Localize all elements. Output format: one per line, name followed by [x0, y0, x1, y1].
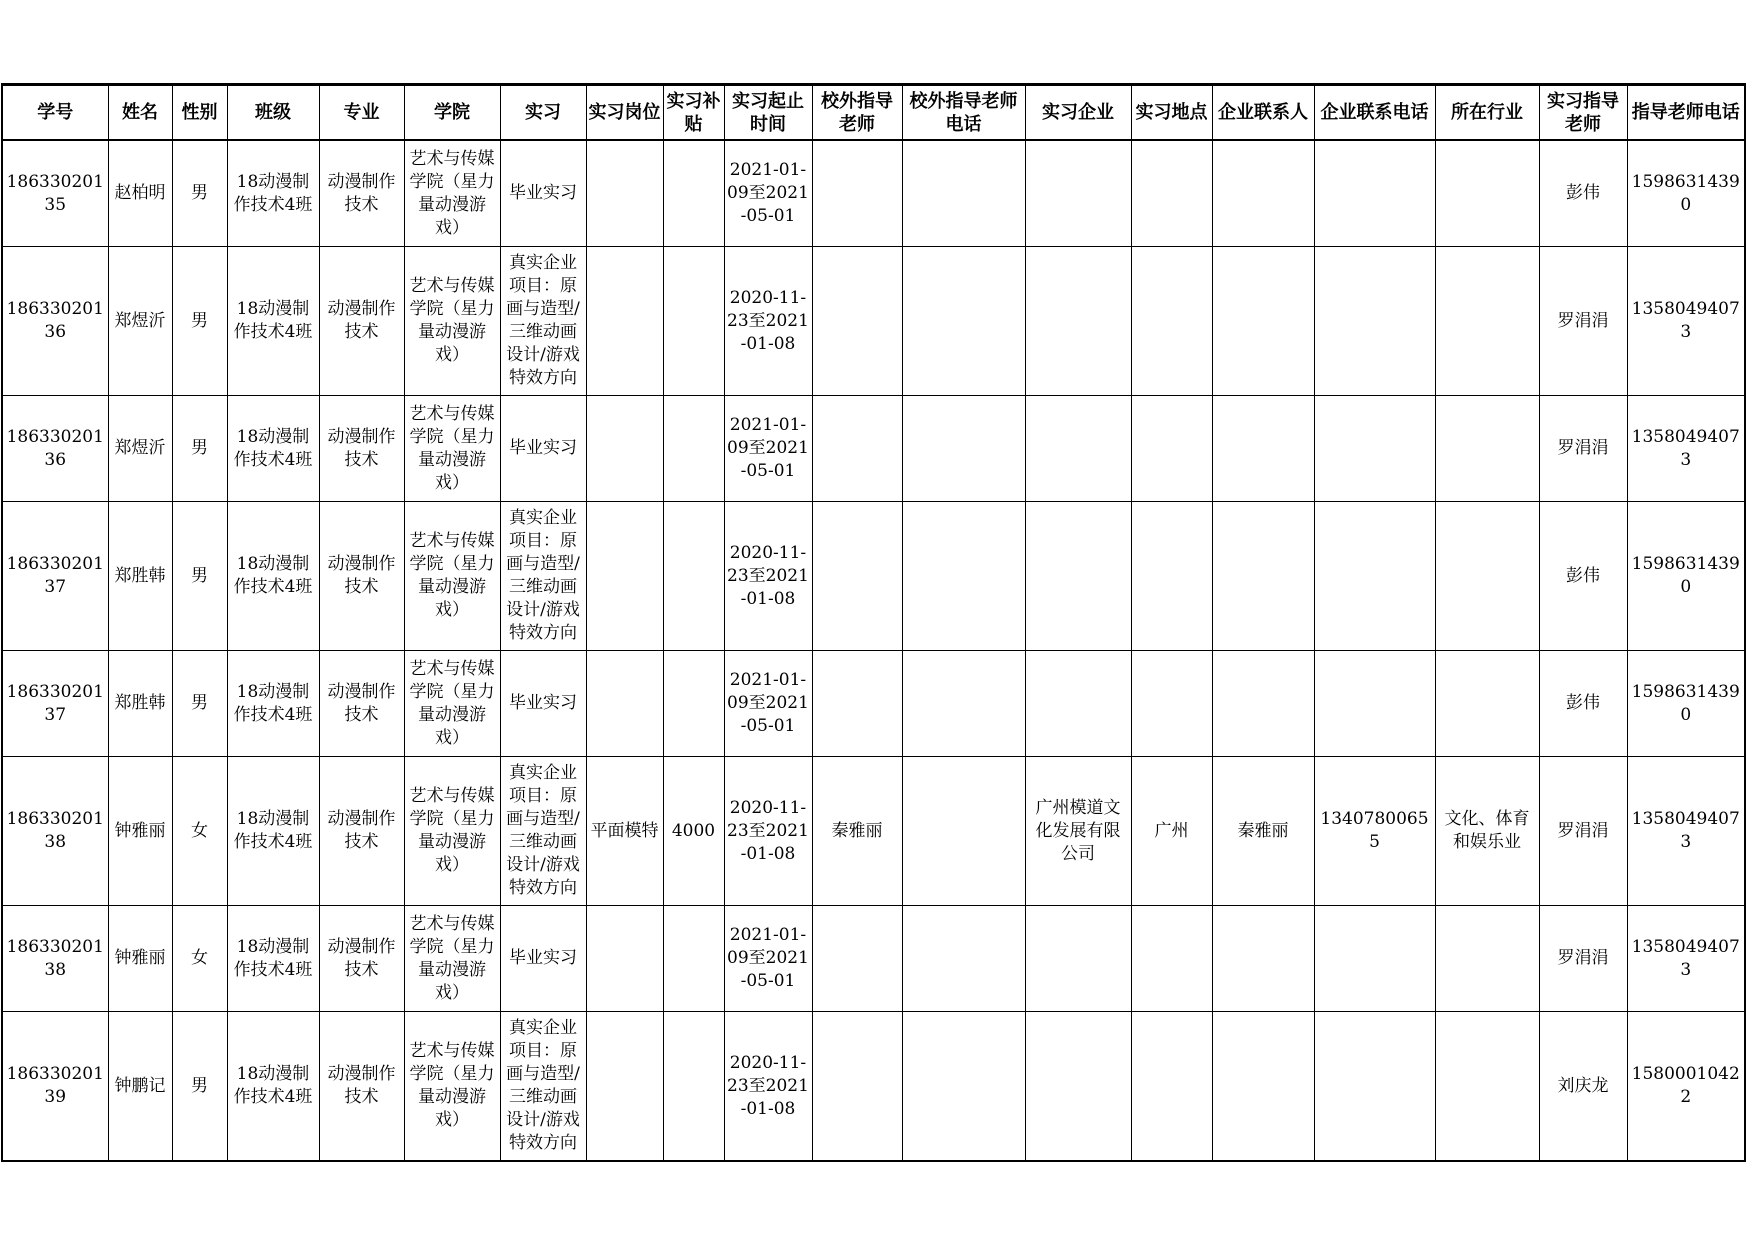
table-cell	[1025, 140, 1131, 247]
cell-text: 罗涓涓	[1557, 438, 1609, 458]
column-header: 实习补贴	[663, 85, 724, 141]
table-row	[2, 906, 1745, 1012]
table-cell	[2, 757, 108, 906]
cell-text: 男	[191, 565, 208, 586]
cell-text: 2020-11-23至2021-01-08	[727, 542, 809, 609]
header-row	[2, 85, 1745, 141]
table-cell	[404, 140, 500, 247]
cell-text: 彭伟	[1566, 183, 1600, 203]
table-cell	[586, 247, 663, 396]
table-cell	[1435, 906, 1539, 1012]
table-cell	[2, 140, 108, 247]
table-cell	[404, 396, 500, 502]
table-cell	[1212, 651, 1314, 757]
cell-text: 18动漫制作技术4班	[233, 681, 313, 725]
table-cell	[319, 140, 404, 247]
table-cell	[1025, 247, 1131, 396]
table-cell	[812, 906, 902, 1012]
cell-text: 秦雅丽	[831, 820, 883, 841]
cell-text: 动漫制作技术	[327, 299, 396, 342]
cell-text: 毕业实习	[509, 438, 577, 458]
table-cell	[227, 906, 319, 1012]
cell-text: 2020-11-23至2021-01-08	[727, 287, 809, 354]
table-row	[2, 1012, 1745, 1162]
cell-text: 18633020136	[6, 426, 104, 470]
table-cell	[1435, 140, 1539, 247]
cell-text: 秦雅丽	[1237, 820, 1289, 841]
cell-text: 15986314390	[1631, 554, 1740, 597]
table-row	[2, 757, 1745, 906]
table-cell	[404, 757, 500, 906]
table-cell	[1025, 906, 1131, 1012]
cell-text: 钟雅丽	[114, 820, 166, 841]
cell-text: 18动漫制作技术4班	[233, 809, 313, 852]
cell-text: 郑煜沂	[114, 438, 166, 458]
cell-text: 13580494073	[1631, 426, 1740, 470]
table-cell	[663, 651, 724, 757]
table-cell	[1627, 906, 1745, 1012]
table-cell	[108, 906, 172, 1012]
table-cell	[404, 502, 500, 651]
table-cell	[1539, 502, 1627, 651]
cell-text: 毕业实习	[509, 183, 577, 203]
table-cell	[812, 247, 902, 396]
cell-text: 男	[191, 693, 208, 713]
cell-text: 男	[191, 438, 208, 458]
cell-text: 钟鹏记	[114, 1075, 166, 1096]
table-cell	[2, 396, 108, 502]
table-cell	[1025, 757, 1131, 906]
table-cell	[1314, 502, 1435, 651]
cell-text: 18动漫制作技术4班	[233, 1064, 313, 1107]
table-cell	[1025, 396, 1131, 502]
cell-text: 4000	[671, 820, 716, 841]
table-cell	[2, 247, 108, 396]
cell-text: 赵柏明	[114, 183, 166, 203]
table-cell	[586, 502, 663, 651]
cell-text: 动漫制作技术	[327, 426, 396, 470]
table-cell	[1539, 396, 1627, 502]
table-cell	[172, 502, 227, 651]
table-cell	[1435, 247, 1539, 396]
cell-text: 女	[191, 820, 208, 841]
table-cell	[586, 1012, 663, 1162]
table-cell	[1314, 906, 1435, 1012]
table-cell	[1212, 396, 1314, 502]
cell-text: 广州模道文化发展有限公司	[1035, 797, 1121, 864]
table-cell	[812, 651, 902, 757]
table-cell	[227, 502, 319, 651]
column-header: 实习起止时间	[724, 85, 812, 141]
table-cell	[500, 247, 586, 396]
cell-text: 男	[191, 183, 208, 203]
column-header: 实习	[500, 85, 586, 141]
cell-text: 2021-01-09至2021-05-01	[727, 415, 809, 481]
table-cell	[902, 247, 1025, 396]
table-cell	[586, 140, 663, 247]
cell-text: 平面模特	[590, 820, 659, 841]
table-cell	[500, 906, 586, 1012]
table-cell	[404, 1012, 500, 1162]
cell-text: 彭伟	[1566, 565, 1600, 586]
cell-text: 艺术与传媒学院（星力量动漫游戏）	[409, 658, 495, 748]
table-row	[2, 651, 1745, 757]
table-cell	[812, 502, 902, 651]
table-cell	[2, 1012, 108, 1162]
cell-text: 艺术与传媒学院（星力量动漫游戏）	[409, 786, 495, 875]
table-cell	[1212, 906, 1314, 1012]
table-cell	[1025, 1012, 1131, 1162]
cell-text: 动漫制作技术	[327, 171, 396, 215]
table-cell	[319, 651, 404, 757]
table-cell	[172, 757, 227, 906]
column-header: 学号	[2, 85, 108, 141]
table-row	[2, 247, 1745, 396]
table-cell	[902, 906, 1025, 1012]
table-cell	[724, 247, 812, 396]
table-cell	[812, 757, 902, 906]
table-cell	[1435, 396, 1539, 502]
table-cell	[1212, 140, 1314, 247]
table-cell	[319, 757, 404, 906]
table-cell	[319, 396, 404, 502]
table-cell	[1314, 140, 1435, 247]
table-cell	[500, 1012, 586, 1162]
cell-text: 18633020138	[6, 936, 104, 980]
table-cell	[172, 396, 227, 502]
column-header: 实习地点	[1131, 85, 1212, 141]
table-cell	[404, 906, 500, 1012]
cell-text: 15986314390	[1631, 681, 1740, 725]
cell-text: 艺术与传媒学院（星力量动漫游戏）	[409, 276, 495, 365]
table-cell	[1212, 247, 1314, 396]
cell-text: 18633020135	[6, 171, 104, 215]
column-header: 指导老师电话	[1627, 85, 1745, 141]
cell-text: 15986314390	[1631, 171, 1740, 215]
table-cell	[2, 906, 108, 1012]
column-header: 性别	[172, 85, 227, 141]
cell-text: 18动漫制作技术4班	[233, 299, 313, 342]
table-cell	[108, 1012, 172, 1162]
cell-text: 男	[191, 310, 208, 331]
cell-text: 艺术与传媒学院（星力量动漫游戏）	[409, 531, 495, 620]
table-cell	[500, 502, 586, 651]
table-cell	[1627, 140, 1745, 247]
cell-text: 2020-11-23至2021-01-08	[727, 1052, 809, 1119]
cell-text: 2021-01-09至2021-05-01	[727, 670, 809, 736]
table-cell	[108, 651, 172, 757]
table-cell	[1435, 651, 1539, 757]
cell-text: 13407800655	[1320, 809, 1429, 852]
table-cell	[319, 906, 404, 1012]
table-cell	[812, 140, 902, 247]
table-cell	[500, 140, 586, 247]
table-row	[2, 502, 1745, 651]
cell-text: 郑胜韩	[114, 693, 166, 713]
table-cell	[724, 651, 812, 757]
table-cell	[1627, 396, 1745, 502]
table-cell	[1627, 757, 1745, 906]
table-cell	[172, 651, 227, 757]
cell-text: 动漫制作技术	[327, 554, 396, 597]
internship-table	[1, 83, 1746, 1162]
table-cell	[902, 140, 1025, 247]
table-cell	[586, 906, 663, 1012]
table-cell	[2, 651, 108, 757]
table-cell	[319, 247, 404, 396]
table-cell	[500, 396, 586, 502]
cell-text: 真实企业项目：原画与造型/三维动画设计/游戏特效方向	[506, 1018, 580, 1153]
table-cell	[108, 396, 172, 502]
table-cell	[108, 502, 172, 651]
table-cell	[1435, 1012, 1539, 1162]
column-header: 实习岗位	[586, 85, 663, 141]
table-cell	[724, 757, 812, 906]
cell-text: 动漫制作技术	[327, 936, 396, 980]
cell-text: 艺术与传媒学院（星力量动漫游戏）	[409, 1041, 495, 1130]
table-cell	[1131, 140, 1212, 247]
table-cell	[1212, 757, 1314, 906]
column-header: 企业联系人	[1212, 85, 1314, 141]
table-cell	[227, 1012, 319, 1162]
table-cell	[1539, 140, 1627, 247]
table-cell	[1131, 757, 1212, 906]
table-cell	[404, 247, 500, 396]
cell-text: 真实企业项目：原画与造型/三维动画设计/游戏特效方向	[506, 508, 580, 643]
table-cell	[1435, 757, 1539, 906]
table-cell	[108, 247, 172, 396]
table-cell	[172, 140, 227, 247]
table-cell	[1025, 651, 1131, 757]
cell-text: 彭伟	[1566, 693, 1600, 713]
cell-text: 13580494073	[1631, 299, 1740, 342]
table-cell	[1131, 906, 1212, 1012]
table-cell	[1131, 396, 1212, 502]
cell-text: 18633020137	[6, 681, 104, 725]
table-cell	[108, 757, 172, 906]
table-cell	[1627, 502, 1745, 651]
column-header: 学院	[404, 85, 500, 141]
table-cell	[172, 1012, 227, 1162]
table-cell	[724, 906, 812, 1012]
column-header: 姓名	[108, 85, 172, 141]
table-cell	[902, 1012, 1025, 1162]
cell-text: 18动漫制作技术4班	[233, 554, 313, 597]
table-cell	[724, 1012, 812, 1162]
table-cell	[1627, 1012, 1745, 1162]
cell-text: 郑煜沂	[114, 310, 166, 331]
table-cell	[1025, 502, 1131, 651]
cell-text: 艺术与传媒学院（星力量动漫游戏）	[409, 403, 495, 493]
cell-text: 2020-11-23至2021-01-08	[727, 797, 809, 864]
table-cell	[319, 1012, 404, 1162]
table-cell	[1212, 1012, 1314, 1162]
cell-text: 郑胜韩	[114, 565, 166, 586]
table-cell	[1539, 247, 1627, 396]
table-cell	[586, 396, 663, 502]
column-header: 实习企业	[1025, 85, 1131, 141]
table-cell	[227, 651, 319, 757]
table-cell	[663, 396, 724, 502]
column-header: 企业联系电话	[1314, 85, 1435, 141]
table-cell	[1131, 651, 1212, 757]
column-header: 校外指导老师电话	[902, 85, 1025, 141]
table-cell	[663, 906, 724, 1012]
table-cell	[1314, 247, 1435, 396]
table-cell	[663, 247, 724, 396]
table-cell	[812, 396, 902, 502]
cell-text: 刘庆龙	[1557, 1075, 1609, 1096]
table-cell	[404, 651, 500, 757]
table-row	[2, 396, 1745, 502]
table-cell	[1539, 757, 1627, 906]
cell-text: 动漫制作技术	[327, 1064, 396, 1107]
cell-text: 18633020136	[6, 299, 104, 342]
table-cell	[1131, 247, 1212, 396]
table-cell	[172, 906, 227, 1012]
table-cell	[1539, 906, 1627, 1012]
table-cell	[1314, 757, 1435, 906]
table-cell	[500, 651, 586, 757]
cell-text: 广州	[1154, 820, 1189, 841]
table-cell	[724, 502, 812, 651]
cell-text: 罗涓涓	[1557, 310, 1609, 331]
table-cell	[663, 757, 724, 906]
column-header: 校外指导老师	[812, 85, 902, 141]
cell-text: 真实企业项目：原画与造型/三维动画设计/游戏特效方向	[506, 763, 580, 898]
table-cell	[2, 502, 108, 651]
table-cell	[1627, 651, 1745, 757]
cell-text: 艺术与传媒学院（星力量动漫游戏）	[409, 913, 495, 1003]
cell-text: 文化、体育和娱乐业	[1444, 809, 1530, 852]
table-cell	[227, 757, 319, 906]
cell-text: 动漫制作技术	[327, 681, 396, 725]
table-cell	[663, 502, 724, 651]
table-cell	[586, 757, 663, 906]
table-cell	[586, 651, 663, 757]
cell-text: 男	[191, 1075, 208, 1096]
cell-text: 18633020139	[6, 1064, 104, 1107]
table-cell	[1314, 651, 1435, 757]
table-cell	[1627, 247, 1745, 396]
cell-text: 毕业实习	[509, 948, 577, 968]
cell-text: 15800010422	[1631, 1064, 1740, 1107]
table-cell	[812, 1012, 902, 1162]
column-header: 所在行业	[1435, 85, 1539, 141]
table-cell	[1131, 502, 1212, 651]
table-cell	[1539, 651, 1627, 757]
column-header: 实习指导老师	[1539, 85, 1627, 141]
column-header: 专业	[319, 85, 404, 141]
cell-text: 18动漫制作技术4班	[233, 171, 313, 215]
table-cell	[1212, 502, 1314, 651]
cell-text: 13580494073	[1631, 809, 1740, 852]
cell-text: 18633020138	[6, 809, 104, 852]
table-cell	[902, 757, 1025, 906]
table-cell	[1314, 396, 1435, 502]
table-cell	[724, 396, 812, 502]
table-cell	[500, 757, 586, 906]
cell-text: 2021-01-09至2021-05-01	[727, 925, 809, 991]
cell-text: 18633020137	[6, 554, 104, 597]
table-cell	[1435, 502, 1539, 651]
cell-text: 真实企业项目：原画与造型/三维动画设计/游戏特效方向	[506, 253, 580, 388]
cell-text: 女	[191, 948, 208, 968]
table-cell	[172, 247, 227, 396]
table-cell	[724, 140, 812, 247]
table-cell	[1131, 1012, 1212, 1162]
table-cell	[227, 247, 319, 396]
table-cell	[1314, 1012, 1435, 1162]
cell-text: 18动漫制作技术4班	[233, 936, 313, 980]
column-header: 班级	[227, 85, 319, 141]
table-cell	[227, 140, 319, 247]
table-cell	[1539, 1012, 1627, 1162]
cell-text: 2021-01-09至2021-05-01	[727, 160, 809, 226]
table-cell	[902, 396, 1025, 502]
cell-text: 艺术与传媒学院（星力量动漫游戏）	[409, 148, 495, 238]
table-cell	[227, 396, 319, 502]
table-cell	[108, 140, 172, 247]
cell-text: 动漫制作技术	[327, 809, 396, 852]
table-cell	[663, 140, 724, 247]
cell-text: 18动漫制作技术4班	[233, 426, 313, 470]
table-cell	[319, 502, 404, 651]
table-cell	[902, 502, 1025, 651]
cell-text: 罗涓涓	[1557, 948, 1609, 968]
cell-text: 罗涓涓	[1557, 820, 1609, 841]
table-cell	[663, 1012, 724, 1162]
cell-text: 13580494073	[1631, 936, 1740, 980]
cell-text: 钟雅丽	[114, 948, 166, 968]
cell-text: 毕业实习	[509, 693, 577, 713]
table-row	[2, 140, 1745, 247]
table-cell	[902, 651, 1025, 757]
